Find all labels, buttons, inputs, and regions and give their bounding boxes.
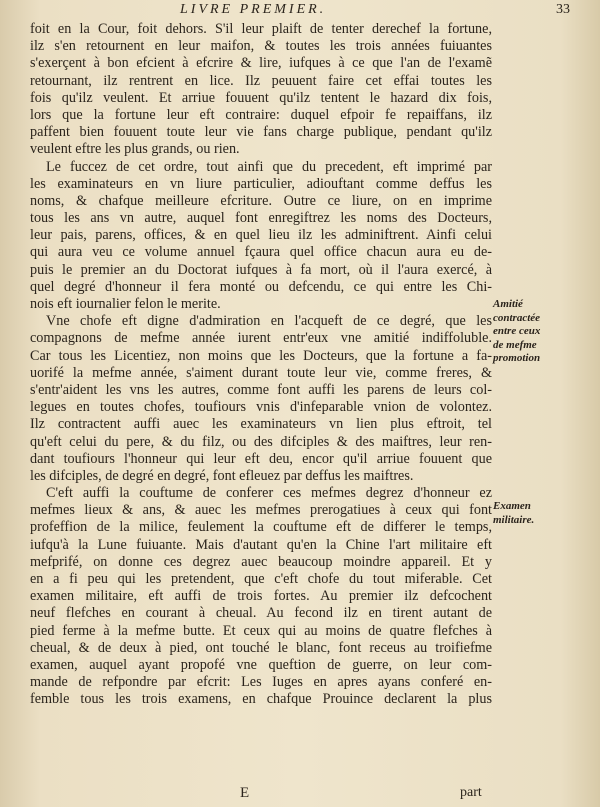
text-line: s'exerçent à bon efcient à efcrire & lire, iufques à ce que l'an de l'examẽ <box>30 55 492 72</box>
text-line: profeffion de la milice, feulement la couftume eft de differer le temps, <box>30 519 492 536</box>
text-line: mefprifé, on donne ces degrez auec beaucoup moindre appareil. Et y <box>30 553 492 570</box>
text-line: les difciples, de degré en degré, font efleuez par deffus les maiftres. <box>30 467 414 484</box>
text-line: uorifé la mefme année, s'aiment durant toute leur vie, comme freres, & <box>30 364 492 381</box>
text-line: lors que la fortune leur eft contraire: duquel efpoir fe repaiffans, ilz <box>30 106 492 123</box>
text-line: foit en la Cour, foit dehors. S'il leur plaift de tenter derechef la fortune, <box>30 21 492 37</box>
running-title: LIVRE PREMIER. <box>180 2 327 17</box>
text-line: en a fi peu qui les pretendent, que c'eft chofe du tout miferable. Cet <box>30 571 492 587</box>
margin-note-line: militaire. <box>493 513 535 526</box>
text-line: mande de refpondre par efcrit: Les Iuges en apres ayans conferé en- <box>30 674 492 691</box>
margin-note-line: de mefme <box>493 338 537 351</box>
margin-note-military <box>493 500 593 527</box>
text-line: examen militaire, eft auffi de trois fortes. Au premier ilz defcochent <box>30 588 492 605</box>
text-line: retournant, ilz rentrent en lice. Ilz peuuent faire cet effai toutes les <box>30 72 492 89</box>
text-line: qui aura veu ce volume annuel fçaura quel office chacun aura eu de- <box>30 244 492 261</box>
margin-note-line: contractée <box>493 311 541 324</box>
text-line: veulent eftre les plus grands, ou rien. <box>30 141 240 158</box>
margin-note-line: Amitié <box>493 298 523 310</box>
text-line: Le fuccez de cet ordre, tout ainfi que du precedent, eft imprimé par <box>46 158 492 175</box>
text-line: Car tous les Licentiez, non moins que les Docteurs, que la fortune a fa- <box>30 347 492 364</box>
text-line: Ilz contractent auffi auec les examinateurs vn lien plus eftroit, tel <box>30 416 492 433</box>
margin-note-line: entre ceux <box>493 325 541 337</box>
signature-mark: E <box>240 785 250 801</box>
text-line: s'entr'aident les vns les autres, comme font auffi les parens de leurs col- <box>30 381 492 398</box>
margin-note-line: promotion <box>493 352 541 364</box>
text-line: neuf flefches en courant à cheual. Au fecond ilz en tirent autant de <box>30 605 492 622</box>
text-line: les examinateurs en vn liure particulier, adiouftant comme deffus les <box>30 175 492 192</box>
text-line: compagnons de mefme année iurent entr'eux vne amitié indiffoluble. <box>30 330 492 347</box>
margin-note-friendship <box>493 298 593 366</box>
text-line: mefmes lieux & ans, & auec les mefmes prerogatiues à ceux qui font <box>30 502 492 519</box>
text-line: ilz s'en retournent en leur maifon, & toutes les trois années fuiuantes <box>30 38 492 55</box>
running-head <box>0 2 600 18</box>
body-text <box>30 21 492 709</box>
text-line: puis le premier an du Doctorat iufques à fa mort, où il l'aura exercé, à <box>30 261 492 278</box>
text-line: pied ferme à la mefme butte. Et ceux qui au moins de quatre flefches à <box>30 622 492 639</box>
text-line: legues en toutes chofes, toufiours vnis d'infeparable vnion de volontez. <box>30 399 492 416</box>
text-line: cheual, & de deux à pied, ont touché le blanc, font receus au troifiefme <box>30 639 492 656</box>
text-line: Vne chofe eft digne d'admiration en l'acqueft de ce degré, que les <box>46 313 492 330</box>
text-line: fois qu'ilz veulent. Et arriue fouuent qu'ilz tentent le hazard dix fois, <box>30 89 492 106</box>
page-footer <box>0 785 600 803</box>
text-line: iufqu'à la Lune fuiuante. Mais d'autant qu'en la Chine l'art militaire eft <box>30 536 492 553</box>
text-line: noms, & chafque meilleure efcriture. Outre ce liure, on en imprime <box>30 192 492 209</box>
text-line: nois eft iournalier felon le merite. <box>30 296 221 312</box>
text-line: leur pais, parens, offices, & en quel lieu ilz les adminiftrent. Ainfi celui <box>30 227 492 244</box>
page-number: 33 <box>556 2 570 17</box>
catchword: part <box>460 785 482 800</box>
margin-note-line: Examen <box>493 500 531 512</box>
text-line: qu'eft celui du pere, & du filz, ou des difciples & des maiftres, leur ren- <box>30 433 492 450</box>
text-line: paffent bien fouuent toute leur vie fans charge publique, pendant qu'ilz <box>30 124 492 141</box>
text-line: dant toufiours l'honneur qui leur eft deu, encor qu'il arriue fouuent que <box>30 450 492 467</box>
text-line: examen, auquel ayant propofé vne queftion de guerre, on leur com- <box>30 656 492 673</box>
text-line: tous les ans vn autre, auquel font enregiftrez les noms des Docteurs, <box>30 210 492 227</box>
text-line: C'eft auffi la couftume de conferer ces mefmes degrez d'honneur ez <box>46 485 492 502</box>
text-line: quel degré d'honneur il fera monté ou defcendu, ce qui entre les Chi- <box>30 278 492 295</box>
text-line: femble tous les trois examens, en chafque Prouince declarent la plus <box>30 691 492 708</box>
